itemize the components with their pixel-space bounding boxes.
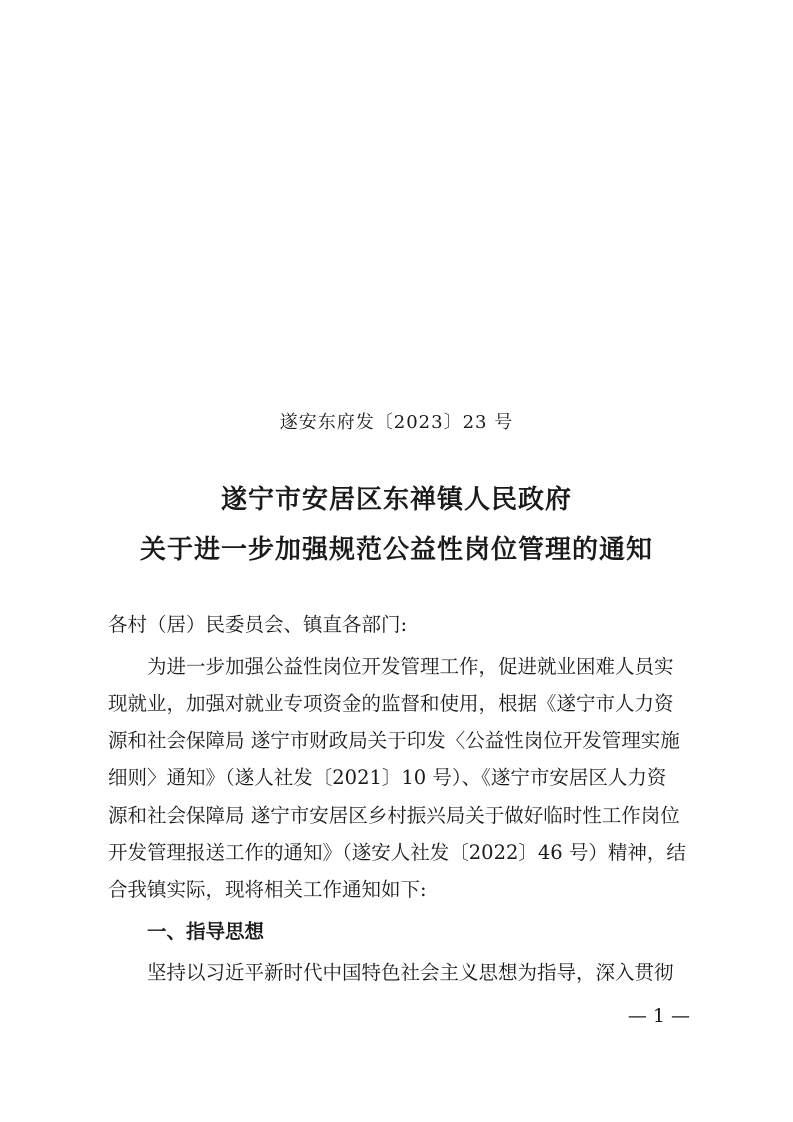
paragraph-1-line-4: 细则〉通知》（遂人社发〔2021〕10 号）、《遂宁市安居区人力资 bbox=[108, 766, 667, 789]
document-title-line-2: 关于进一步加强规范公益性岗位管理的通知 bbox=[139, 535, 653, 565]
section-1-heading: 一、指导思想 bbox=[147, 920, 265, 943]
paragraph-1-line-7: 合我镇实际，现将相关工作通知如下: bbox=[108, 878, 427, 901]
section-1-line-1: 坚持以习近平新时代中国特色社会主义思想为指导，深入贯彻 bbox=[147, 961, 674, 984]
document-title-line-1: 遂宁市安居区东禅镇人民政府 bbox=[220, 485, 572, 515]
page-number: — 1 — bbox=[627, 1005, 690, 1027]
paragraph-1-line-6: 开发管理报送工作的通知》（遂安人社发〔2022〕46 号）精神，结 bbox=[108, 841, 686, 864]
salutation: 各村（居）民委员会、镇直各部门: bbox=[108, 613, 408, 636]
paragraph-1-line-1: 为进一步加强公益性岗位开发管理工作，促进就业困难人员实 bbox=[147, 655, 674, 678]
paragraph-1-line-3: 源和社会保障局 遂宁市财政局关于印发〈公益性岗位开发管理实施 bbox=[108, 729, 680, 752]
paragraph-1-line-2: 现就业，加强对就业专项资金的监督和使用，根据《遂宁市人力资 bbox=[108, 692, 674, 715]
document-number: 遂安东府发〔2023〕23 号 bbox=[279, 412, 514, 433]
paragraph-1-line-5: 源和社会保障局 遂宁市安居区乡村振兴局关于做好临时性工作岗位 bbox=[108, 804, 680, 827]
